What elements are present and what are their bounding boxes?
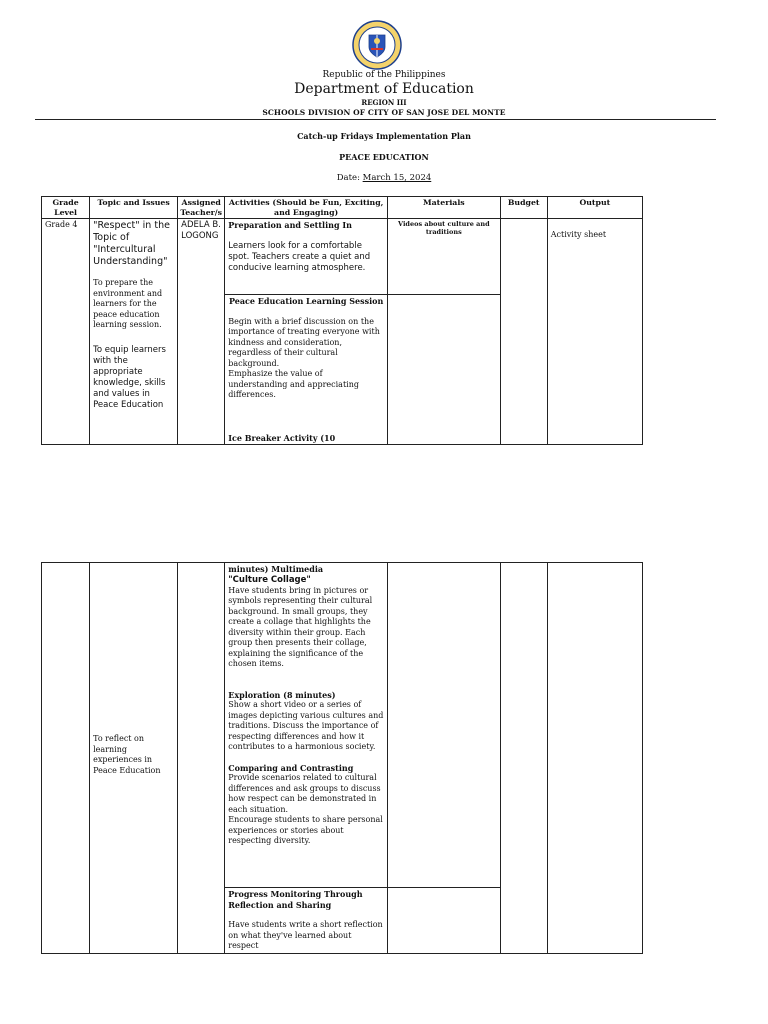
prep-text: Learners look for a comfortable spot. Teachers create a quiet and conducive learning atmosphere. bbox=[228, 240, 371, 273]
teacher-cell bbox=[178, 219, 225, 445]
session-cell bbox=[225, 295, 388, 445]
deped-seal-logo bbox=[352, 20, 402, 70]
session-text-2: Emphasize the value of understanding and appreciating differences. bbox=[228, 369, 359, 399]
output-cell bbox=[547, 219, 642, 445]
subject-title: PEACE EDUCATION bbox=[339, 152, 429, 162]
budget-cell bbox=[500, 219, 547, 445]
teacher-name: ADELA B. LOGONG bbox=[181, 220, 221, 241]
compare-title: Comparing and Contrasting bbox=[228, 762, 354, 773]
objective-3: To reflect on learning experiences in Peace Education bbox=[93, 734, 161, 775]
col-header-budget: Budget bbox=[500, 197, 547, 219]
objective-2: To equip learners with the appropriate knowledge, skills and values in Peace Education bbox=[93, 344, 166, 410]
materials-cell-2 bbox=[388, 295, 501, 445]
materials-cell bbox=[388, 219, 501, 295]
output-cell-cont bbox=[547, 563, 642, 954]
grade-cell bbox=[42, 219, 90, 445]
division-line: SCHOOLS DIVISION OF CITY OF SAN JOSE DEL MONTE bbox=[262, 108, 506, 117]
col-header-teacher: Assigned Teacher/s bbox=[178, 197, 225, 219]
col-header-grade: Grade Level bbox=[42, 197, 90, 219]
activity-cell-cont bbox=[225, 563, 388, 888]
col-header-topic: Topic and Issues bbox=[90, 197, 178, 219]
grade-value: Grade 4 bbox=[45, 220, 78, 229]
topic-cell-cont bbox=[90, 563, 178, 954]
teacher-cell-cont bbox=[178, 563, 225, 954]
materials-value: Videos about culture and traditions bbox=[398, 220, 490, 236]
plan-title: Catch-up Fridays Implementation Plan bbox=[297, 131, 471, 141]
col-header-output: Output bbox=[547, 197, 642, 219]
date-label: Date: bbox=[336, 173, 363, 183]
progress-title: Progress Monitoring Through Reflection and Sharing bbox=[228, 889, 363, 910]
republic-line: Republic of the Philippines bbox=[322, 70, 446, 80]
collage-title: "Culture Collage" bbox=[228, 574, 311, 585]
materials-cell-cont bbox=[388, 563, 501, 888]
materials-cell-progress bbox=[388, 888, 501, 954]
compare-text-2: Encourage students to share personal experiences or stories about respecting diversity. bbox=[228, 815, 383, 845]
budget-cell-cont bbox=[500, 563, 547, 954]
date-line bbox=[0, 173, 768, 183]
icebreaker-title-b: minutes) Multimedia bbox=[228, 564, 324, 574]
header-divider bbox=[35, 119, 716, 120]
department-title: Department of Education bbox=[294, 81, 474, 97]
exploration-text: Show a short video or a series of images depicting various cultures and traditions. Discuss the importance of respecting differences and how it contributes to a harmonious society. bbox=[228, 700, 384, 751]
collage-text: Have students bring in pictures or symbols representing their cultural background. In small groups, they create a collage that highlights the diversity within their group. Each group then presents their collage, explaining the significance of the chosen items. bbox=[228, 585, 373, 668]
col-header-materials: Materials bbox=[388, 197, 501, 219]
topic-title: "Respect" in the Topic of "Intercultural Understanding" bbox=[93, 220, 170, 267]
prep-cell bbox=[225, 219, 388, 295]
icebreaker-title-a: Ice Breaker Activity (10 bbox=[228, 432, 336, 443]
col-header-activities: Activities (Should be Fun, Exciting, and Engaging) bbox=[225, 197, 388, 219]
session-title: Peace Education Learning Session bbox=[228, 296, 384, 306]
compare-text-1: Provide scenarios related to cultural differences and ask groups to discuss how respect can be demonstrated in each situation. bbox=[228, 773, 381, 814]
output-value: Activity sheet bbox=[550, 230, 607, 239]
progress-cell bbox=[225, 888, 388, 954]
prep-title: Preparation and Settling In bbox=[228, 220, 352, 230]
session-text-1: Begin with a brief discussion on the importance of treating everyone with kindness and consideration, regardless of their cultural background. bbox=[228, 316, 380, 368]
grade-cell-cont bbox=[42, 563, 90, 954]
objective-1: To prepare the environment and learners for the peace education learning session. bbox=[93, 278, 163, 329]
plan-table-part1 bbox=[41, 196, 643, 445]
plan-table-part2 bbox=[41, 562, 643, 954]
exploration-title: Exploration (8 minutes) bbox=[228, 689, 336, 700]
topic-cell bbox=[90, 219, 178, 445]
region-line: REGION III bbox=[361, 98, 407, 107]
date-value: March 15, 2024 bbox=[362, 173, 432, 183]
progress-text: Have students write a short reflection on what they've learned about respect bbox=[228, 920, 383, 950]
